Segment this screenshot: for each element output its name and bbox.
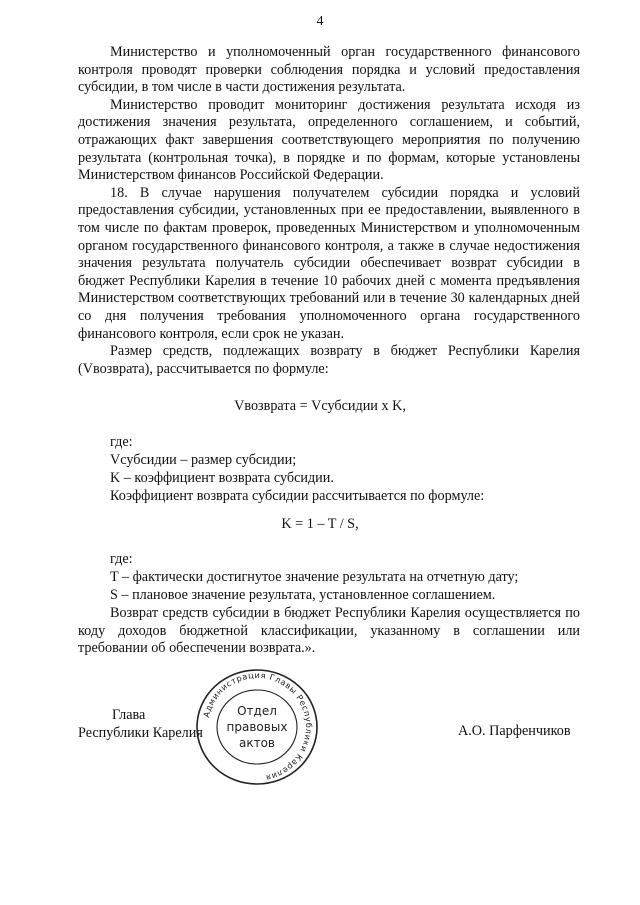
stamp-line-3: актов	[238, 736, 276, 750]
definition-t: T – фактически достигнутое значение результата на отчетную дату;	[110, 569, 519, 585]
where-label-2: где:	[110, 551, 133, 567]
body-text	[78, 44, 580, 378]
definition-v-subsidy: Vсубсидии – размер субсидии;	[110, 452, 297, 468]
page-number: 4	[316, 14, 324, 29]
paragraph-refund-size: Размер средств, подлежащих возврату в бюджет Республики Карелия (Vвозврата), рассчитывается по формуле:	[78, 343, 580, 377]
final-text	[78, 605, 580, 658]
paragraph-control: Министерство и уполномоченный орган государственного финансового контроля проводят проверки соблюдения порядка и условий предоставления субсидии, в том числе в части достижения результата.	[78, 44, 580, 96]
paragraph-18: 18. В случае нарушения получателем субсидии порядка и условий предоставления субсидии, установленных при ее предоставлении, выявленного в том числе по фактам проверок, проведенных Министерством и уполномоченным органом государственного финансового контроля, а также в случае недостижения значения результата получатель субсидии обеспечивает возврат субсидии в бюджет Республики Карелия в течение 10 рабочих дней с момента предъявления Министерством соответствующих требований или в течение 30 календарных дней со дня получения требования уполномоченного органа государственного финансового контроля, если срок не указан.	[78, 184, 580, 342]
where-label-1: где:	[110, 434, 133, 450]
signature-title-line2: Республики Карелия	[78, 725, 203, 741]
formula-refund: Vвозврата = Vсубсидии x K,	[234, 398, 406, 414]
definition-s: S – плановое значение результата, установленное соглашением.	[110, 587, 496, 603]
paragraph-final: Возврат средств субсидии в бюджет Республики Карелия осуществляется по коду доходов бюджетной классификации, указанному в соглашении или требовании об обеспечении возврата.».	[78, 605, 580, 657]
official-stamp	[192, 666, 322, 788]
signature-title-line1: Глава	[112, 707, 146, 723]
stamp-ring-text: Администрация Главы Республики Карелия	[201, 669, 315, 784]
formula-coefficient: K = 1 – T / S,	[281, 516, 359, 532]
signature-name: А.О. Парфенчиков	[458, 723, 571, 739]
stamp-line-1: Отдел	[237, 704, 277, 718]
definition-k: K – коэффициент возврата субсидии.	[110, 470, 334, 486]
stamp-line-2: правовых	[226, 720, 288, 734]
coefficient-text: Коэффициент возврата субсидии рассчитывается по формуле:	[110, 488, 485, 504]
paragraph-monitoring: Министерство проводит мониторинг достижения результата исходя из достижения значения результата, определенного соглашением, и событий, отражающих факт завершения соответствующего мероприятия по получению результата (контрольная точка), в порядке и по формам, которые установлены Министерством финансов Российской Федерации.	[78, 96, 580, 184]
